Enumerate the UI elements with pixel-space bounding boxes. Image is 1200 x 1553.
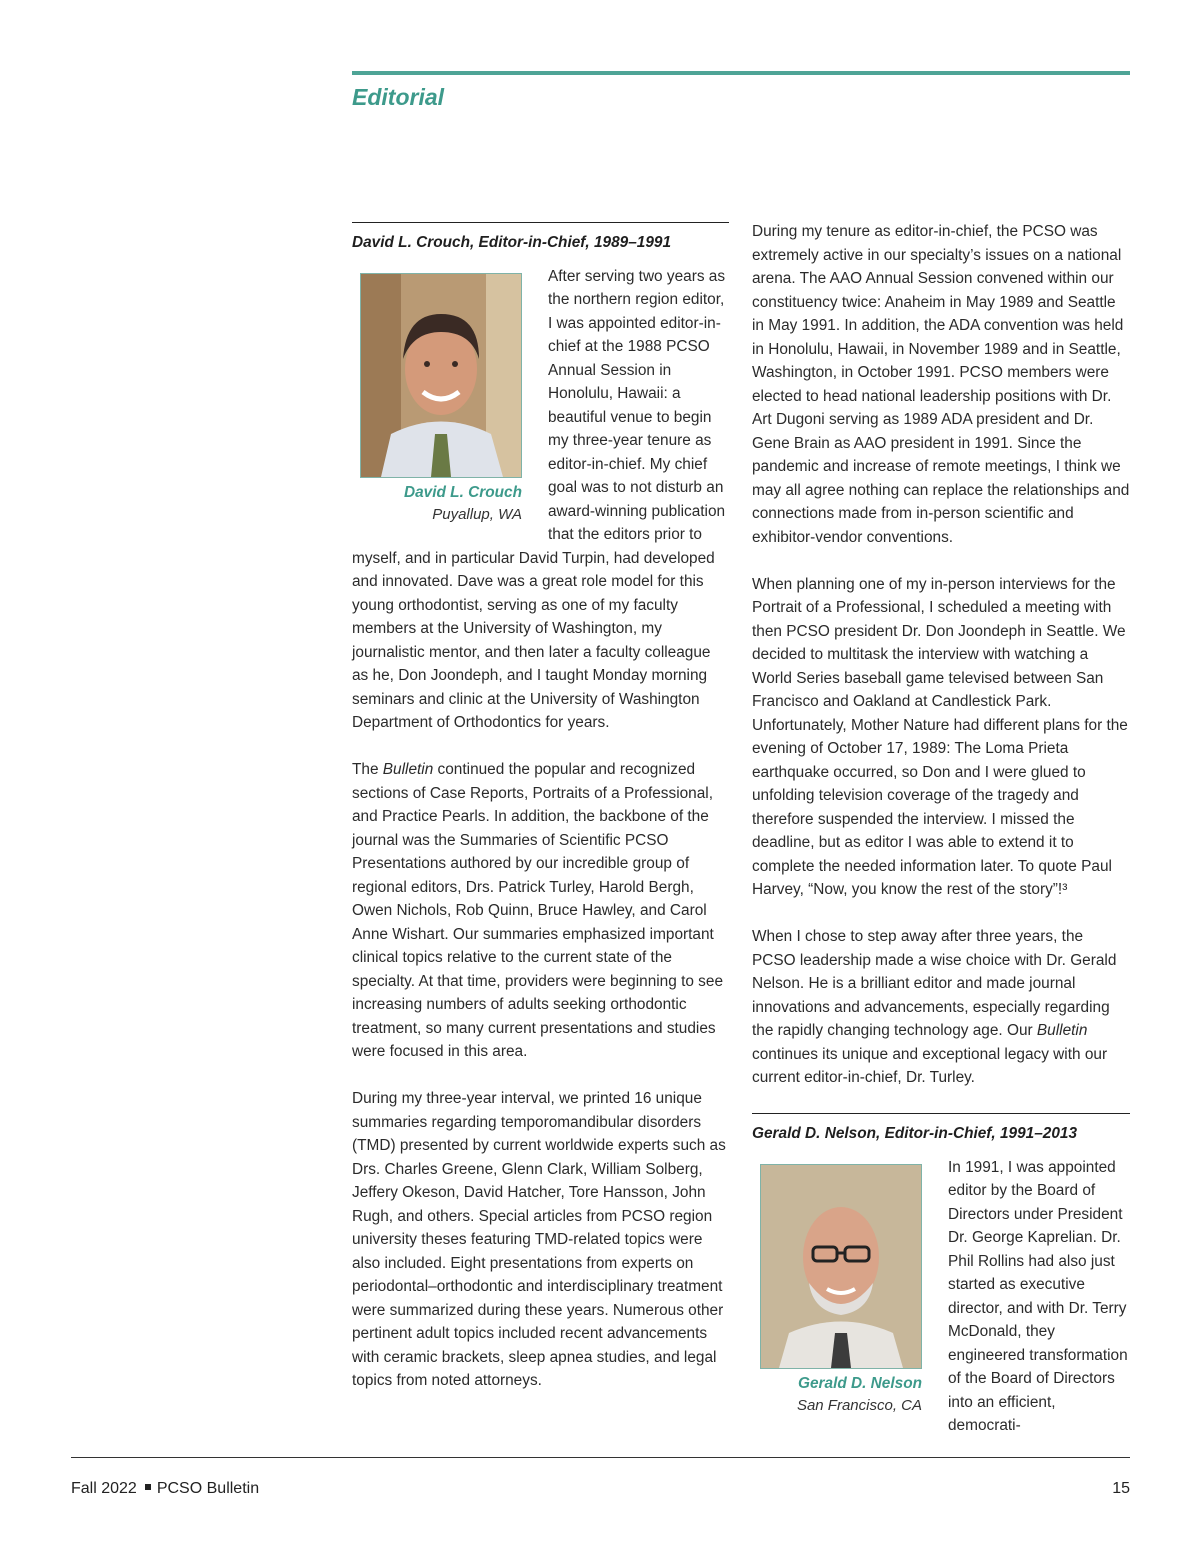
portrait-photo-nelson: [760, 1164, 922, 1369]
photo-caption-location-crouch: Puyallup, WA: [432, 505, 522, 523]
paragraph: [752, 925, 1130, 1090]
footer-issue: Fall 2022: [71, 1480, 137, 1497]
footer-rule: [71, 1457, 1130, 1458]
left-column: [352, 222, 729, 1416]
article-heading-crouch: David L. Crouch, Editor-in-Chief, 1989–1991: [352, 234, 672, 251]
footer-publication: PCSO Bulletin: [156, 1480, 260, 1497]
paragraph: During my tenure as editor-in-chief, the PCSO was extremely active in our specialty’s issues on a national arena. The AAO Annual Session convened within our constituency twice: Anaheim in May 1989 and Seattle in May 1991. In addition, the ADA convention was held in Honolulu, Hawaii, in November 1989 and in Seattle, Washington, in October 1991. PCSO members were elected to head national leadership positions with Dr. Art Dugoni serving as 1989 ADA president and Dr. Gene Brain as AAO president in 1991. Since the pandemic and increase of remote meetings, I think we may all agree nothing can replace the relationships and connections made from in-person scientific and exhibitor-vendor conventions.: [752, 223, 1130, 546]
paragraph-text: continues its unique and exceptional legacy with our current editor-in-chief, Dr. Turley.: [752, 1045, 1108, 1086]
portrait-photo-crouch: [360, 273, 522, 478]
photo-caption-name-nelson: Gerald D. Nelson: [797, 1374, 922, 1392]
article-nelson: [752, 1113, 1130, 1438]
page-number: 15: [1112, 1480, 1130, 1497]
right-column: [752, 220, 1130, 1461]
paragraph: During my three-year interval, we printed 16 unique summaries regarding temporomandibular disorders (TMD) presented by current worldwide experts such as Drs. Charles Greene, Glenn Clark, William Solberg, Jeffery Okeson, David Hatcher, Tore Hansson, John Rugh, and others. Special articles from PCSO region university theses featuring TMD-related topics were also included. Eight presentations from experts on periodontal–orthodontic and interdisciplinary treatment were summarized during these years. Numerous other pertinent adult topics included recent advancements with ceramic brackets, sleep apnea studies, and legal topics from noted attorneys.: [352, 1090, 726, 1389]
paragraph-text: The: [352, 761, 383, 778]
photo-caption-location-nelson: San Francisco, CA: [796, 1396, 922, 1414]
photo-figure-crouch: [356, 273, 522, 525]
italic-title: Bulletin: [382, 761, 434, 778]
footer-issue-info: [71, 1480, 259, 1498]
square-bullet-icon: [145, 1484, 151, 1490]
paragraph-text: When I chose to step away after three years, the PCSO leadership made a wise choice with Dr. Gerald Nelson. He is a brilliant editor and made journal innovations and advancements, especially regarding the rapidly changing technology age. Our: [752, 928, 1117, 1039]
paragraph: [352, 758, 729, 1064]
italic-title: Bulletin: [1036, 1022, 1088, 1039]
paragraph: After serving two years as the northern region editor, I was appointed editor-in-chief at the 1988 PCSO Annual Session in Honolulu, Hawaii: a beautiful venue to begin my three-year tenure as editor-in-chief. My chief goal was to not disturb an award-winning publication that the editors prior to myself, and in particular David Turpin, had developed and innovated. Dave was a great role model for this young orthodontist, serving as one of my faculty members at the University of Washington, my journalistic mentor, and then later a faculty colleague as he, Don Joondeph, and I taught Monday morning seminars and clinic at the University of Washington Department of Orthodontics for years.: [352, 267, 726, 731]
portrait-nelson-image: [761, 1165, 921, 1368]
paragraph: When planning one of my in-person interviews for the Portrait of a Professional, I scheduled a meeting with then PCSO president Dr. Don Joondeph in Seattle. We decided to multitask the interview with watching a World Series baseball game televised between San Francisco and Oakland at Candlestick Park. Unfortunately, Mother Nature had different plans for the evening of October 17, 1989: The Loma Prieta earthquake occurred, so Don and I were glued to unfolding television coverage of the tragedy and therefore suspended the interview. I missed the deadline, but as editor I was able to extend it to complete the needed information later. To quote Paul Harvey, “Now, you know the rest of the story”!³: [752, 575, 1128, 898]
portrait-crouch-image: [361, 274, 521, 477]
header-rule: [352, 71, 1130, 75]
paragraph-text: continued the popular and recognized sections of Case Reports, Portraits of a Professional, and Practice Pearls. In addition, the backbone of the journal was the Summaries of Scientific PCSO Presentations authored by our incredible group of regional editors, Drs. Patrick Turley, Harold Bergh, Owen Nichols, Rob Quinn, Bruce Hawley, and Carol Anne Wishart. Our summaries emphasized important clinical topics relative to the current state of the specialty. At that time, providers were beginning to see increasing numbers of adults seeking orthodontic treatment, so many current presentations and studies were focused in this area.: [352, 761, 723, 1060]
article-rule: [352, 222, 729, 223]
article-rule: [752, 1113, 1130, 1114]
article-heading-nelson: Gerald D. Nelson, Editor-in-Chief, 1991–2013: [752, 1125, 1078, 1142]
photo-figure-nelson: [756, 1164, 922, 1416]
paragraph: In 1991, I was appointed editor by the Board of Directors under President Dr. George Kaprelian. Dr. Phil Rollins had also just started as executive director, and with Dr. Terry McDonald, they engineered transformation of the Board of Directors into an efficient, democrati-: [948, 1158, 1128, 1434]
photo-caption-name-crouch: David L. Crouch: [403, 483, 522, 501]
section-title: Editorial: [352, 84, 445, 110]
